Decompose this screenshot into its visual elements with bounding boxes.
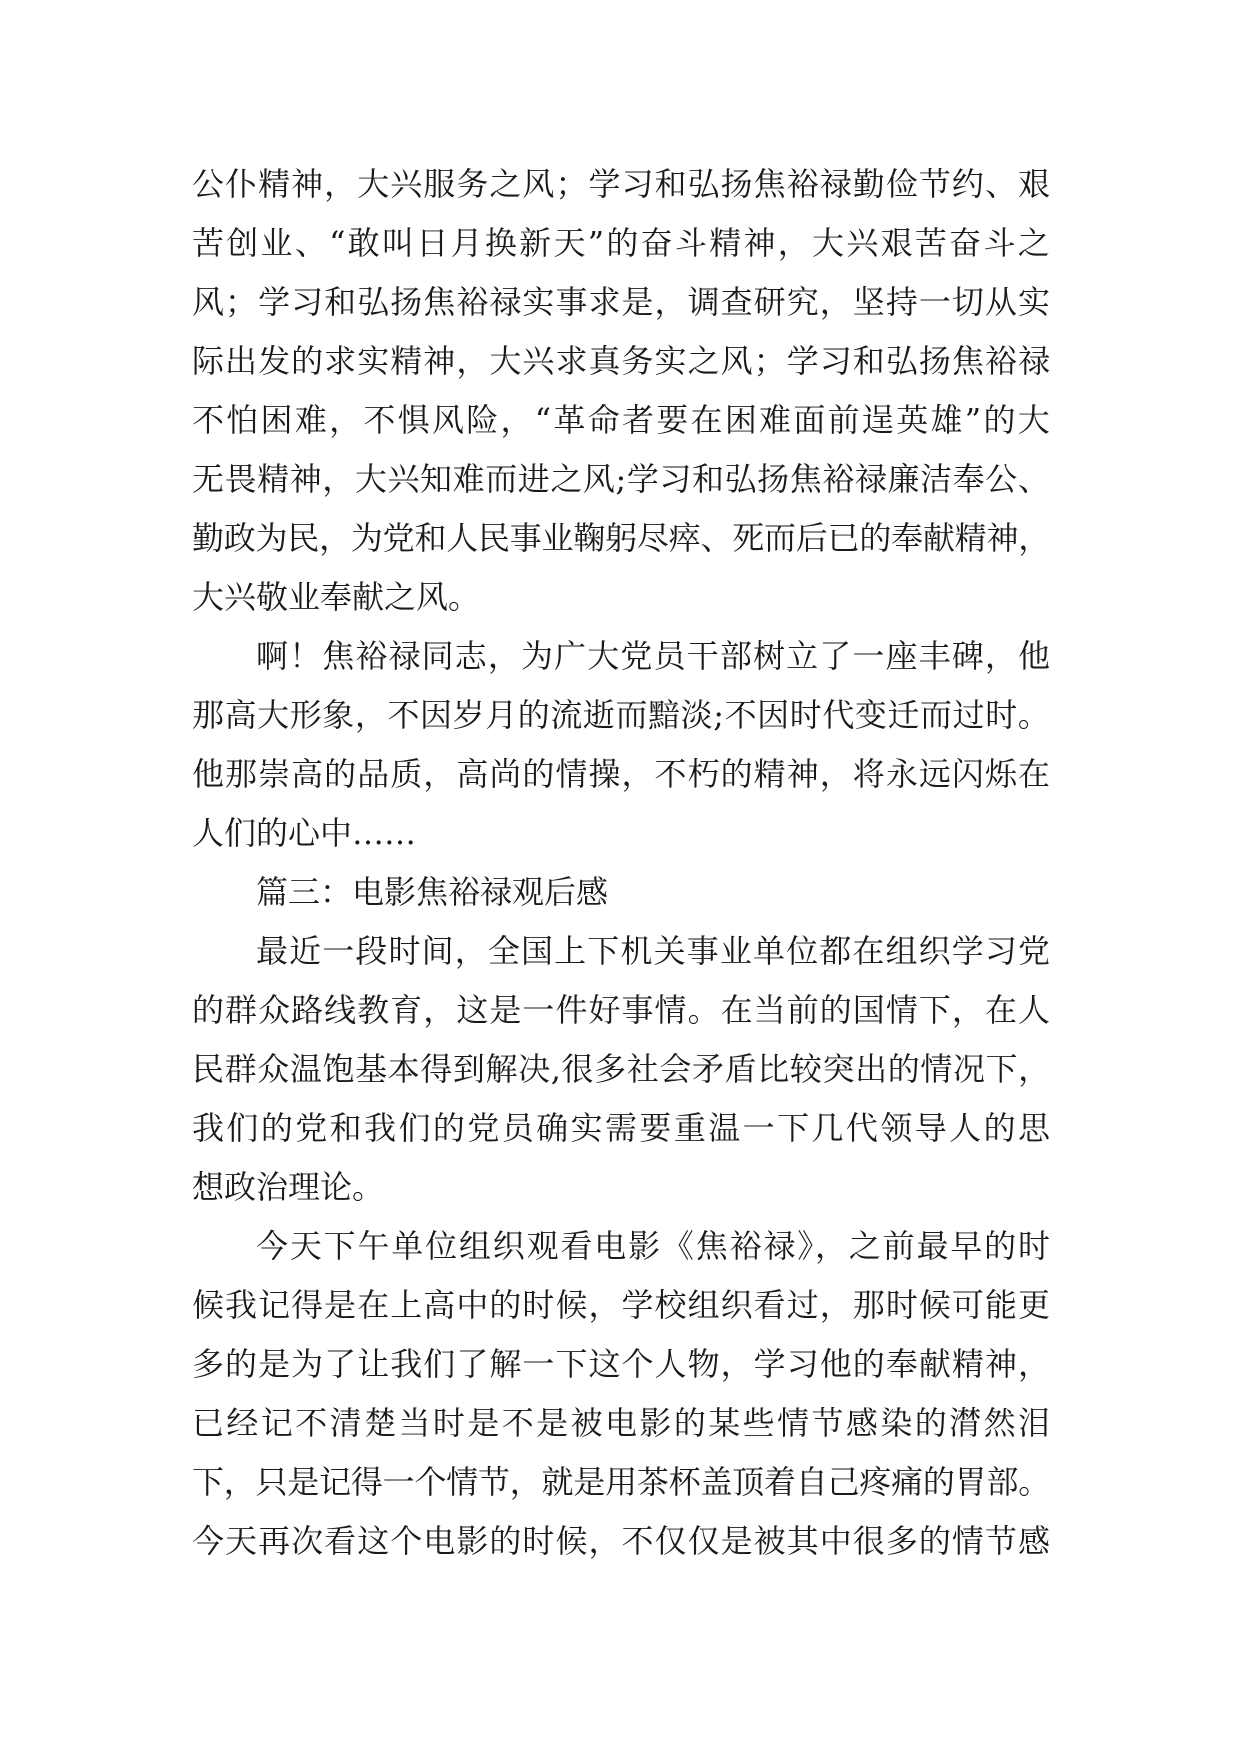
section-heading [192, 863, 1050, 922]
text-line: 风；学习和弘扬焦裕禄实事求是，调查研究，坚持一切从实 [192, 283, 1052, 321]
text-line: 今天下午单位组织观看电影《焦裕禄》，之前最早的时 [256, 1227, 1052, 1265]
text-line: 最近一段时间，全国上下机关事业单位都在组织学习党 [256, 932, 1052, 970]
document-body [192, 155, 1053, 1571]
text-line: 勤政为民，为党和人民事业鞠躬尽瘁、死而后已的奉献精神， [192, 519, 1050, 557]
text-line: 苦创业、“敢叫日月换新天”的奋斗精神，大兴艰苦奋斗之 [192, 224, 1053, 262]
text-line: 今天再次看这个电影的时候，不仅仅是被其中很多的情节感 [192, 1522, 1052, 1560]
text-line: 他那崇高的品质，高尚的情操，不朽的精神，将永远闪烁在 [192, 755, 1052, 793]
text-line: 大兴敬业奉献之风。 [192, 578, 481, 616]
text-line: 际出发的求实精神，大兴求真务实之风；学习和弘扬焦裕禄 [192, 342, 1052, 380]
text-line: 我们的党和我们的党员确实需要重温一下几代领导人的思 [192, 1109, 1053, 1147]
text-line: 的群众路线教育，这是一件好事情。在当前的国情下，在人 [192, 991, 1052, 1029]
paragraph-intro [192, 922, 1053, 1217]
text-line: 下，只是记得一个情节，就是用茶杯盖顶着自己疼痛的胃部。 [192, 1463, 1050, 1501]
text-line: 公仆精神，大兴服务之风；学习和弘扬焦裕禄勤俭节约、艰 [192, 165, 1052, 203]
text-line: 民群众温饱基本得到解决,很多社会矛盾比较突出的情况下， [192, 1050, 1051, 1088]
text-line: 多的是为了让我们了解一下这个人物，学习他的奉献精神， [192, 1345, 1052, 1383]
paragraph-continuation [192, 155, 1053, 627]
paragraph-tribute [192, 627, 1050, 863]
text-line: 候我记得是在上高中的时候，学校组织看过，那时候可能更 [192, 1286, 1052, 1324]
paragraph-viewing [192, 1217, 1053, 1571]
text-line: 不怕困难，不惧风险，“革命者要在困难面前逞英雄”的大 [192, 401, 1053, 439]
text-line: 那高大形象，不因岁月的流逝而黯淡;不因时代变迁而过时。 [192, 696, 1051, 734]
text-line: 人们的心中…… [192, 814, 417, 852]
text-line: 已经记不清楚当时是不是被电影的某些情节感染的潸然泪 [192, 1404, 1053, 1442]
text-line: 篇三：电影焦裕禄观后感 [256, 873, 609, 911]
text-line: 无畏精神，大兴知难而进之风;学习和弘扬焦裕禄廉洁奉公、 [192, 460, 1051, 498]
text-line: 想政治理论。 [192, 1168, 385, 1206]
text-line: 啊！焦裕禄同志，为广大党员干部树立了一座丰碑，他 [256, 637, 1052, 675]
